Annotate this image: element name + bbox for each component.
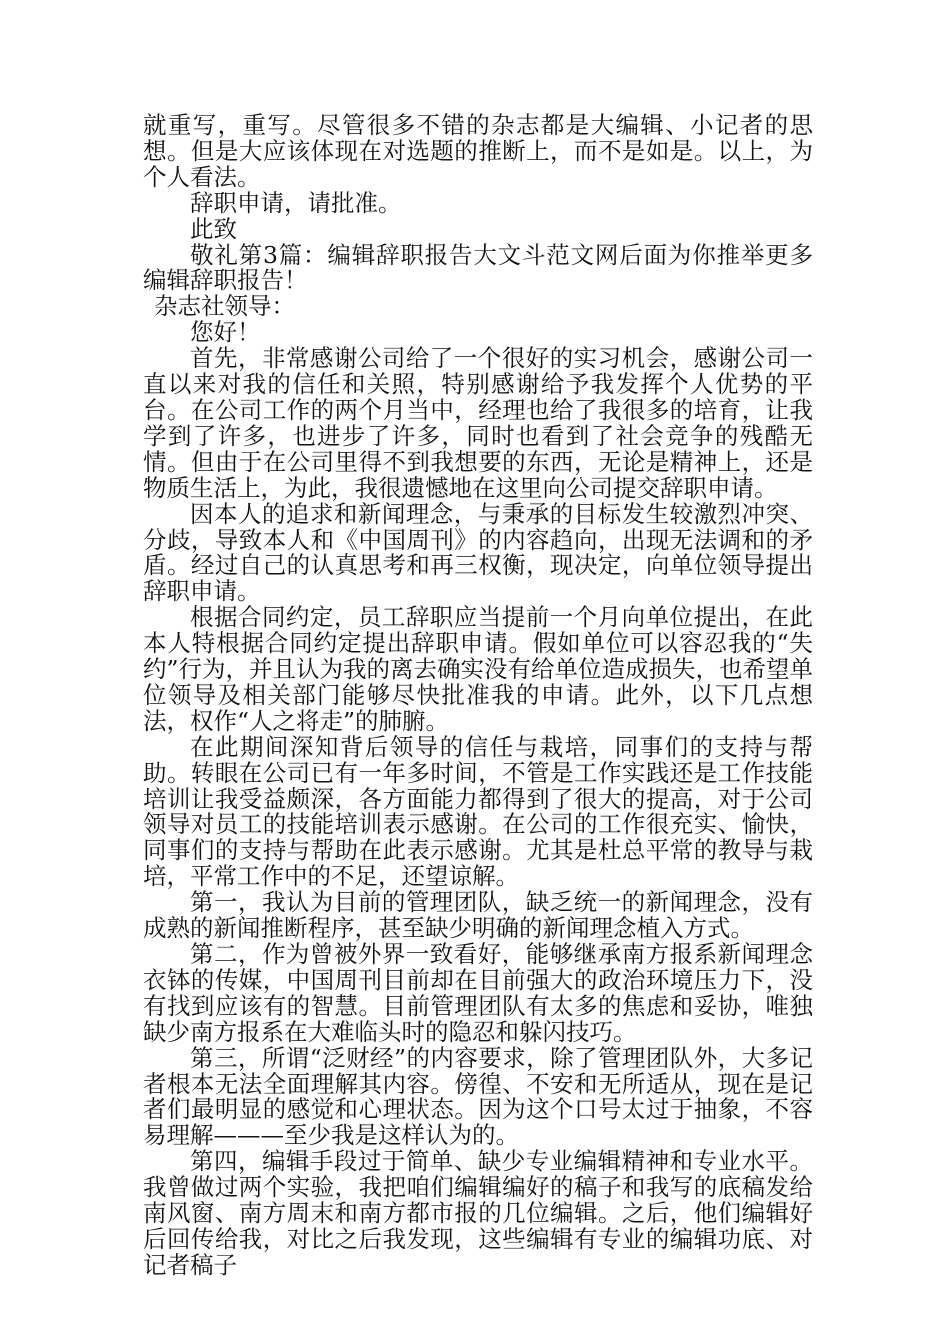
paragraph-point-two: 第二，作为曾被外界一致看好，能够继承南方报系新闻理念衣钵的传媒，中国周刊目前却在目前强大的政治环境压力下，没有找到应该有的智慧。目前管理团队有太多的焦虑和妥协，唯独缺少南方报系在大难临头时的隐忍和躲闪技巧。: [143, 940, 813, 1046]
paragraph-body: 因本人的追求和新闻理念，与秉承的目标发生较激烈冲突、分歧，导致本人和《中国周刊》的内容趋向，出现无法调和的矛盾。经过自己的认真思考和再三权衡，现决定，向单位领导提出辞职申请。: [143, 499, 813, 606]
document-body: [143, 113, 813, 1279]
paragraph-closing: 此致: [190, 214, 237, 243]
paragraph-greeting: 您好！: [190, 318, 261, 347]
paragraph-point-three: 第三，所谓“泛财经”的内容要求，除了管理团队外，大多记者根本无法全面理解其内容。傍徨、不安和无所适从，现在是记者们最明显的感觉和心理状态。因为这个口号太过于抽象，不容易理解———至少我是这样认为的。: [143, 1043, 813, 1150]
paragraph-regards-heading: 敬礼第3篇：编辑辞职报告大文斗范文网后面为你推举更多编辑辞职报告！: [143, 240, 813, 295]
paragraph-salutation: 杂志社领导：: [154, 292, 295, 321]
paragraph-request: 辞职申请，请批准。: [190, 188, 402, 217]
paragraph-point-one: 第一，我认为目前的管理团队，缺乏统一的新闻理念，没有成熟的新闻推断程序，甚至缺少明确的新闻理念植入方式。: [143, 888, 813, 943]
paragraph-body: 首先，非常感谢公司给了一个很好的实习机会，感谢公司一直以来对我的信任和关照，特别感谢给予我发挥个人优势的平台。在公司工作的两个月当中，经理也给了我很多的培育，让我学到了许多，也进步了许多，同时也看到了社会竞争的残酷无情。但由于在公司里得不到我想要的东西，无论是精神上，还是物质生活上，为此，我很遗憾地在这里向公司提交辞职申请。: [143, 344, 813, 502]
paragraph-body: 在此期间深知背后领导的信任与栽培，同事们的支持与帮助。转眼在公司已有一年多时间，不管是工作实践还是工作技能培训让我受益颇深，各方面能力都得到了很大的提高，对于公司领导对员工的技能培训表示感谢。在公司的工作很充实、愉快，同事们的支持与帮助在此表示感谢。尤其是杜总平常的教导与栽培，平常工作中的不足，还望谅解。: [143, 732, 813, 891]
paragraph-body: 根据合同约定，员工辞职应当提前一个月向单位提出，在此本人特根据合同约定提出辞职申请。假如单位可以容忍我的“失约”行为，并且认为我的离去确实没有给单位造成损失，也希望单位领导及相关部门能够尽快批准我的申请。此外，以下几点想法，权作“人之将走”的肺腑。: [143, 603, 814, 735]
paragraph-point-four: 第四，编辑手段过于简单、缺少专业编辑精神和专业水平。我曾做过两个实验，我把咱们编辑编好的稿子和我写的底稿发给南风窗、南方周末和南方都市报的几位编辑。之后，他们编辑好后回传给我，对比之后我发现，这些编辑有专业的编辑功底、对记者稿子: [143, 1147, 813, 1279]
paragraph-intro: 就重写，重写。尽管很多不错的杂志都是大编辑、小记者的思想。但是大应该体现在对选题的推断上，而不是如是。以上，为个人看法。: [143, 111, 813, 191]
